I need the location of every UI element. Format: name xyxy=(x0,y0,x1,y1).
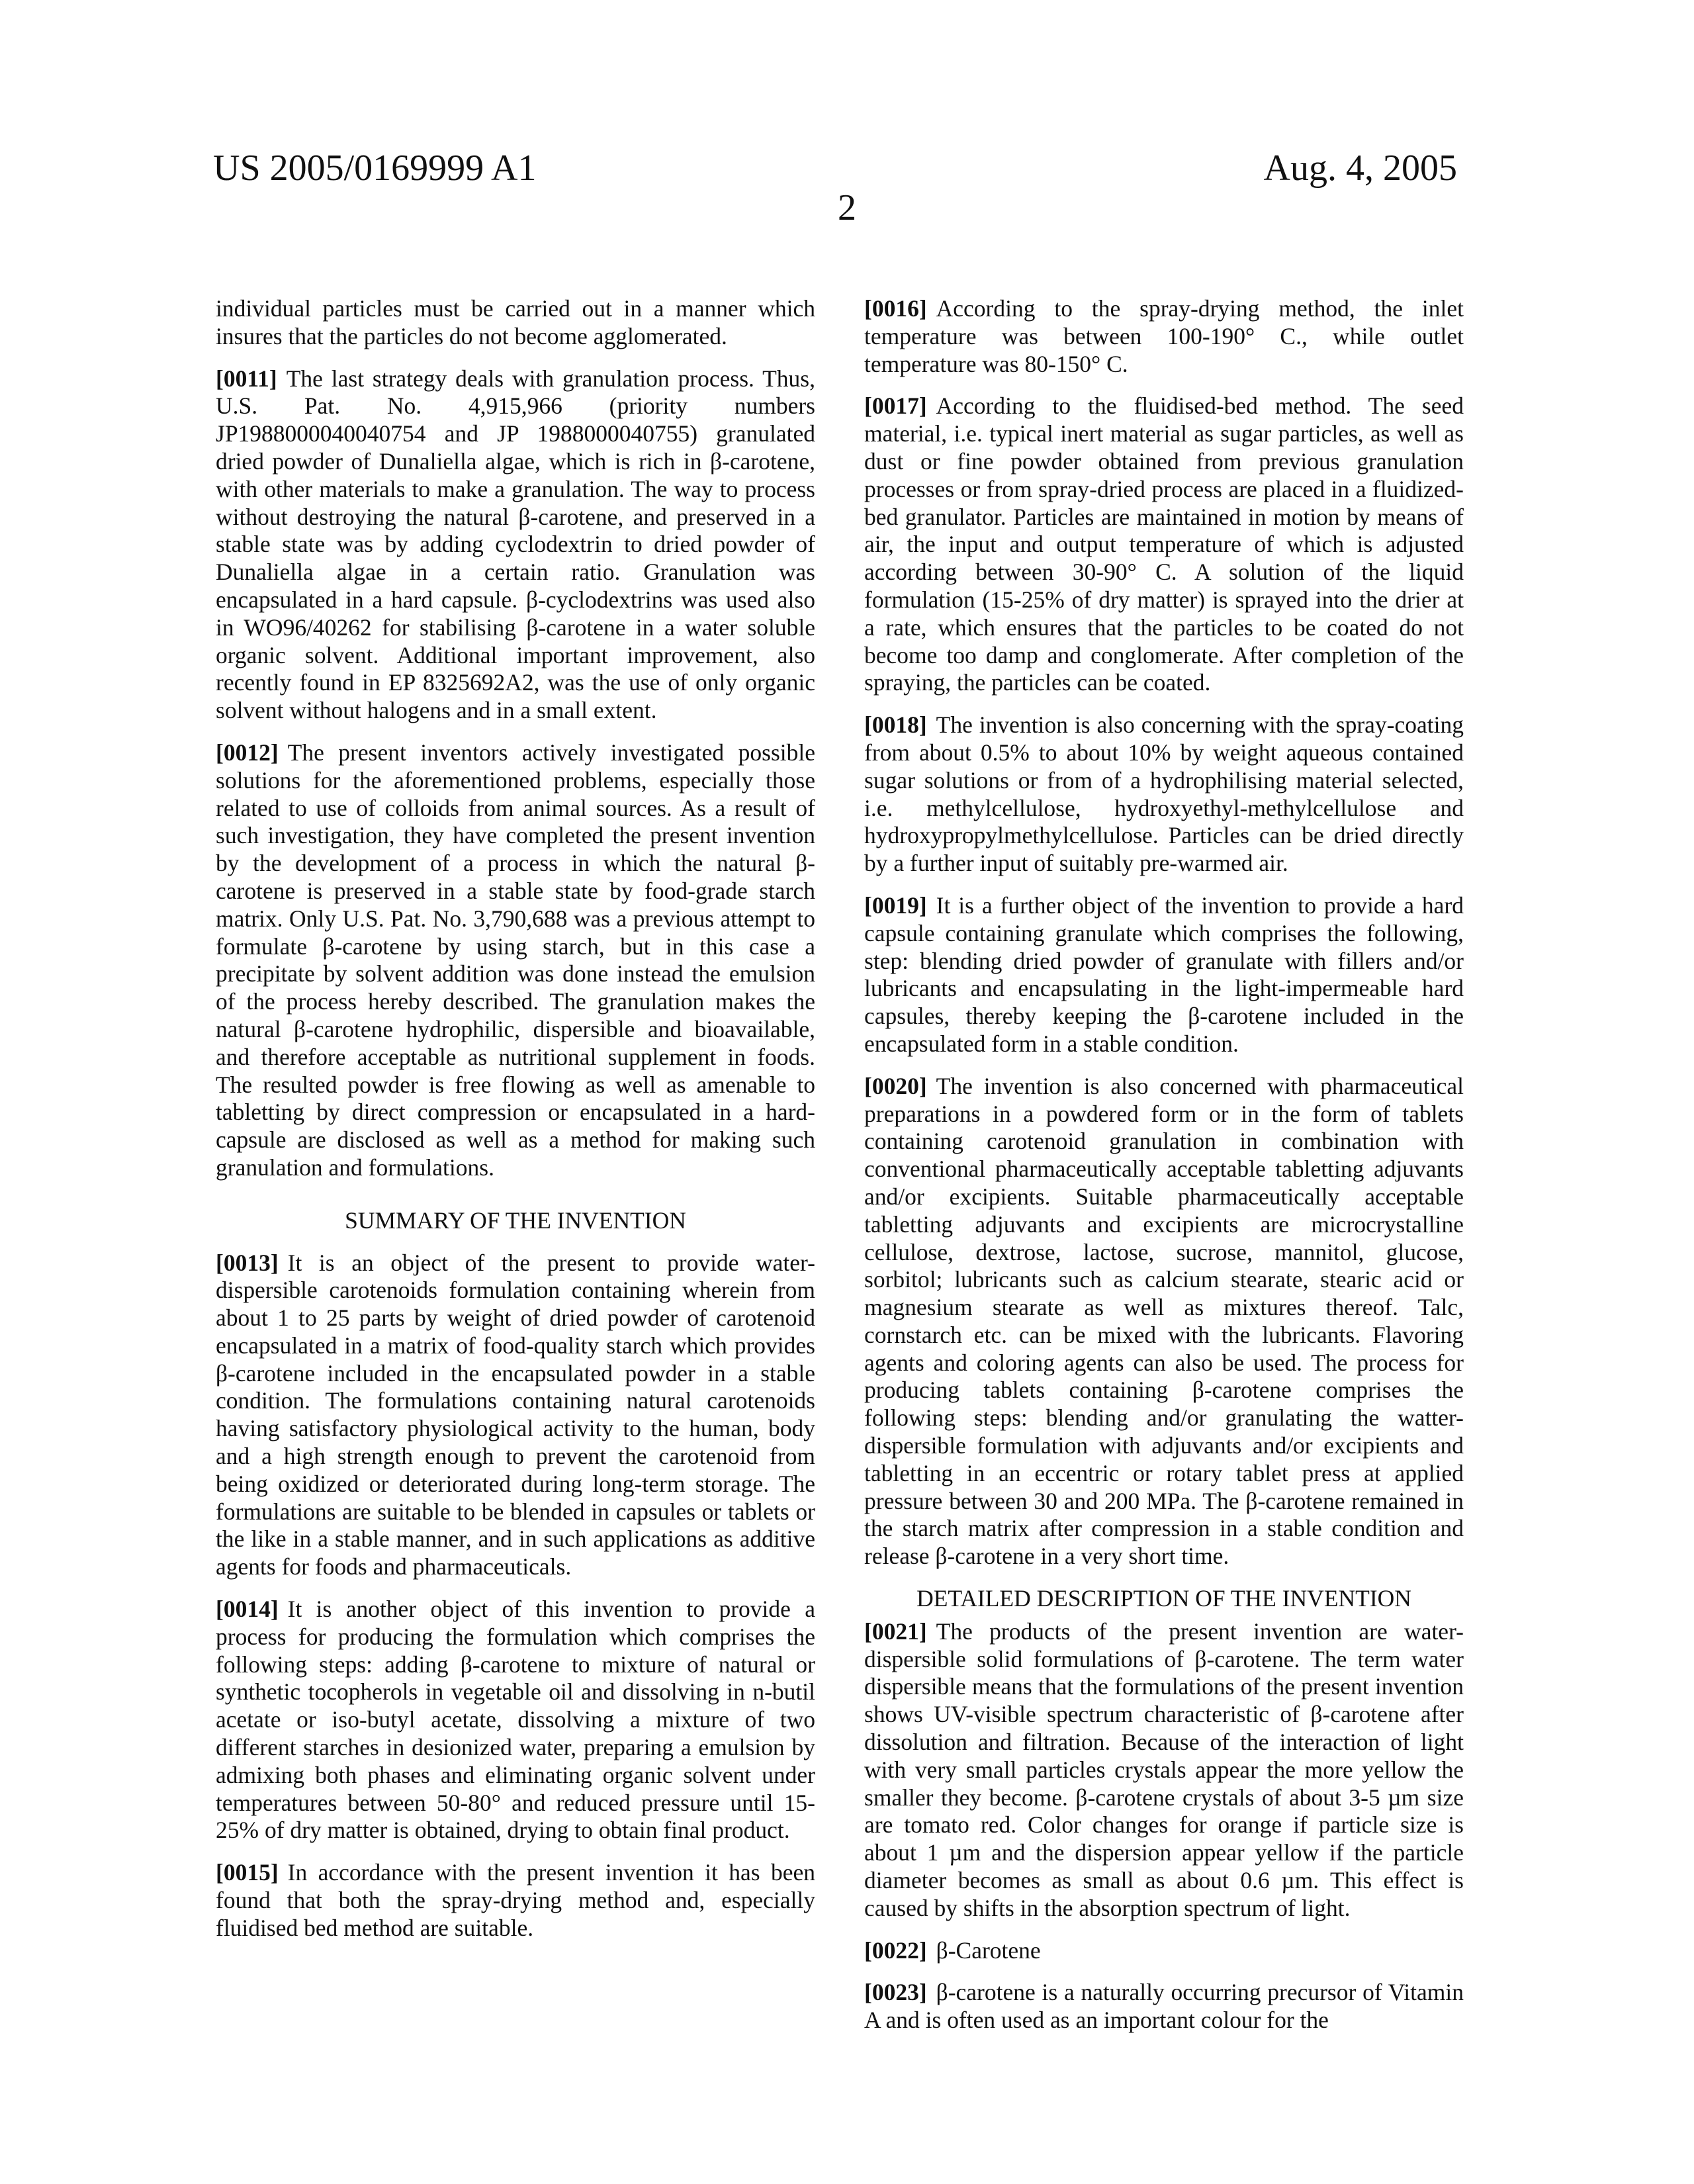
section-heading: SUMMARY OF THE INVENTION xyxy=(216,1207,815,1235)
left-column xyxy=(216,295,815,1957)
paragraph-text: It is another object of this invention to provide a process for producing the formulation which comprises the following steps: adding β-carotene to mixture of natural or synthetic tocopherols in vegetable oil and dissolving in n-butil acetate or iso-butyl acetate, dissolving a mixture of two different starches in desionized water, preparing a emulsion by admixing both phases and eliminating organic solvent under temperatures between 50-80° and reduced pressure until 15-25% of dry matter is obtained, drying to obtain final product. xyxy=(216,1596,815,1843)
paragraph-number: [0021] xyxy=(864,1618,927,1645)
paragraph xyxy=(864,1618,1464,1923)
paragraph xyxy=(216,739,815,1182)
patent-number: US 2005/0169999 A1 xyxy=(213,147,537,189)
paragraph-text: β-Carotene xyxy=(936,1937,1041,1964)
paragraph-text: It is a further object of the invention to provide a hard capsule containing granulate which comprises the following, step: blending dried powder of granulate with fillers and/or lubricants and encapsulating in the light-impermeable hard capsules, thereby keeping the β-carotene included in the encapsulated form in a stable condition. xyxy=(864,892,1464,1057)
paragraph-text: individual particles must be carried out in a manner which insures that the particles do not become agglomerated. xyxy=(216,295,815,349)
paragraph-text: The last strategy deals with granulation process. Thus, U.S. Pat. No. 4,915,966 (priority numbers JP1988000040040754 and JP 1988000040755) granulated dried powder of Dunaliella algae, which is rich in β-carotene, with other materials to make a granulation. The way to process without destroying the natural β-carotene, and preserved in a stable state was by adding cyclodextrin to dried powder of Dunaliella algae in a certain ratio. Granulation was encapsulated in a hard capsule. β-cyclodextrins was used also in WO96/40262 for stabilising β-carotene in a water soluble organic solvent. Additional important improvement, also recently found in EP 8325692A2, was the use of only organic solvent without halogens and in a small extent. xyxy=(216,365,815,724)
paragraph xyxy=(864,392,1464,697)
paragraph xyxy=(864,1073,1464,1570)
paragraph-text: According to the fluidised-bed method. The seed material, i.e. typical inert material as sugar particles, as well as dust or fine powder obtained from previous granulation processes or from spray-dried process are placed in a fluidized-bed granulator. Particles are maintained in motion by means of air, the input and output temperature of which is adjusted according between 30-90° C. A solution of the liquid formulation (15-25% of dry matter) is sprayed into the drier at a rate, which ensures that the particles to be coated do not become too damp and conglomerate. After completion of the spraying, the particles can be coated. xyxy=(864,392,1464,696)
right-column xyxy=(864,295,1464,2049)
paragraph-number: [0015] xyxy=(216,1859,279,1886)
paragraph-number: [0019] xyxy=(864,892,927,919)
publication-date: Aug. 4, 2005 xyxy=(1264,147,1457,189)
paragraph-text: It is an object of the present to provide water-dispersible carotenoids formulation containing wherein from about 1 to 25 parts by weight of dried powder of carotenoid encapsulated in a matrix of food-quality starch which provides β-carotene included in the encapsulated powder in a stable condition. The formulations containing natural carotenoids having satisfactory physiological activity to the human, body and a high strength enough to prevent the carotenoid from being oxidized or deteriorated during long-term storage. The formulations are suitable to be blended in capsules or tablets or the like in a stable manner, and in such applications as additive agents for foods and pharmaceuticals. xyxy=(216,1250,815,1580)
paragraph-number: [0012] xyxy=(216,739,279,766)
paragraph xyxy=(864,1979,1464,2034)
paragraph-text: β-carotene is a naturally occurring precursor of Vitamin A and is often used as an important colour for the xyxy=(864,1979,1464,2033)
paragraph-text: According to the spray-drying method, the inlet temperature was between 100-190° C., while outlet temperature was 80-150° C. xyxy=(864,295,1464,377)
paragraph-number: [0023] xyxy=(864,1979,927,2005)
paragraph-text: The products of the present invention are water-dispersible solid formulations of β-carotene. The term water dispersible means that the formulations of the present invention shows UV-visible spectrum characteristic of β-carotene after dissolution and filtration. Because of the interaction of light with very small particles crystals appear the more yellow the smaller they become. β-carotene crystals of about 3-5 µm size are tomato red. Color changes for orange if particle size is about 1 µm and the dispersion appear yellow if the particle diameter becomes as small as about 0.6 µm. This effect is caused by shifts in the absorption spectrum of light. xyxy=(864,1618,1464,1921)
paragraph-text: In accordance with the present invention it has been found that both the spray-drying method and, especially fluidised bed method are suitable. xyxy=(216,1859,815,1941)
paragraph xyxy=(216,365,815,725)
paragraph xyxy=(864,295,1464,378)
paragraph-number: [0013] xyxy=(216,1250,279,1276)
paragraph-number: [0017] xyxy=(864,392,927,419)
paragraph-number: [0022] xyxy=(864,1937,927,1964)
paragraph xyxy=(216,1859,815,1942)
paragraph-text: The invention is also concerning with the spray-coating from about 0.5% to about 10% by weight aqueous contained sugar solutions or from of a hydrophilising material selected, i.e. methylcellulose, hydroxyethyl-methylcellulose and hydroxypropylmethylcellulose. Particles can be dried directly by a further input of suitably pre-warmed air. xyxy=(864,711,1464,876)
paragraph xyxy=(216,1596,815,1844)
paragraph-number: [0018] xyxy=(864,711,927,738)
paragraph-number: [0011] xyxy=(216,365,277,392)
paragraph xyxy=(864,892,1464,1058)
paragraph-number: [0014] xyxy=(216,1596,279,1622)
section-heading: DETAILED DESCRIPTION OF THE INVENTION xyxy=(864,1585,1464,1613)
paragraph-text: The present inventors actively investigated possible solutions for the aforementioned problems, especially those related to use of colloids from animal sources. As a result of such investigation, they have completed the present invention by the development of a process in which the natural β-carotene is preserved in a stable state by food-grade starch matrix. Only U.S. Pat. No. 3,790,688 was a previous attempt to formulate β-carotene by using starch, but in this case a precipitate by solvent addition was done instead the emulsion of the process hereby described. The granulation makes the natural β-carotene hydrophilic, dispersible and bioavailable, and therefore acceptable as nutritional supplement in foods. The resulted powder is free flowing as well as amenable to tabletting by direct compression or encapsulated in a hard-capsule are disclosed as well as a method for making such granulation and formulations. xyxy=(216,739,815,1181)
paragraph-text: The invention is also concerned with pharmaceutical preparations in a powdered form or in the form of tablets containing carotenoid granulation in combination with conventional pharmaceutically acceptable tabletting adjuvants and/or excipients. Suitable pharmaceutically acceptable tabletting adjuvants and excipients are microcrystalline cellulose, dextrose, lactose, sucrose, mannitol, glucose, sorbitol; lubricants such as calcium stearate, stearic acid or magnesium stearate as well as mixtures thereof. Talc, cornstarch etc. can be mixed with the lubricants. Flavoring agents and coloring agents can also be used. The process for producing tablets containing β-carotene comprises the following steps: blending and/or granulating the watter-dispersible formulation with adjuvants and/or excipients and tabletting in an eccentric or rotary tablet press at applied pressure between 30 and 200 MPa. The β-carotene remained in the starch matrix after compression in a stable condition and release β-carotene in a very short time. xyxy=(864,1073,1464,1570)
paragraph-number: [0020] xyxy=(864,1073,927,1099)
paragraph xyxy=(216,295,815,351)
paragraph-number: [0016] xyxy=(864,295,927,322)
paragraph xyxy=(864,711,1464,878)
paragraph xyxy=(864,1937,1464,1965)
page-number: 2 xyxy=(0,187,1694,229)
paragraph xyxy=(216,1250,815,1582)
